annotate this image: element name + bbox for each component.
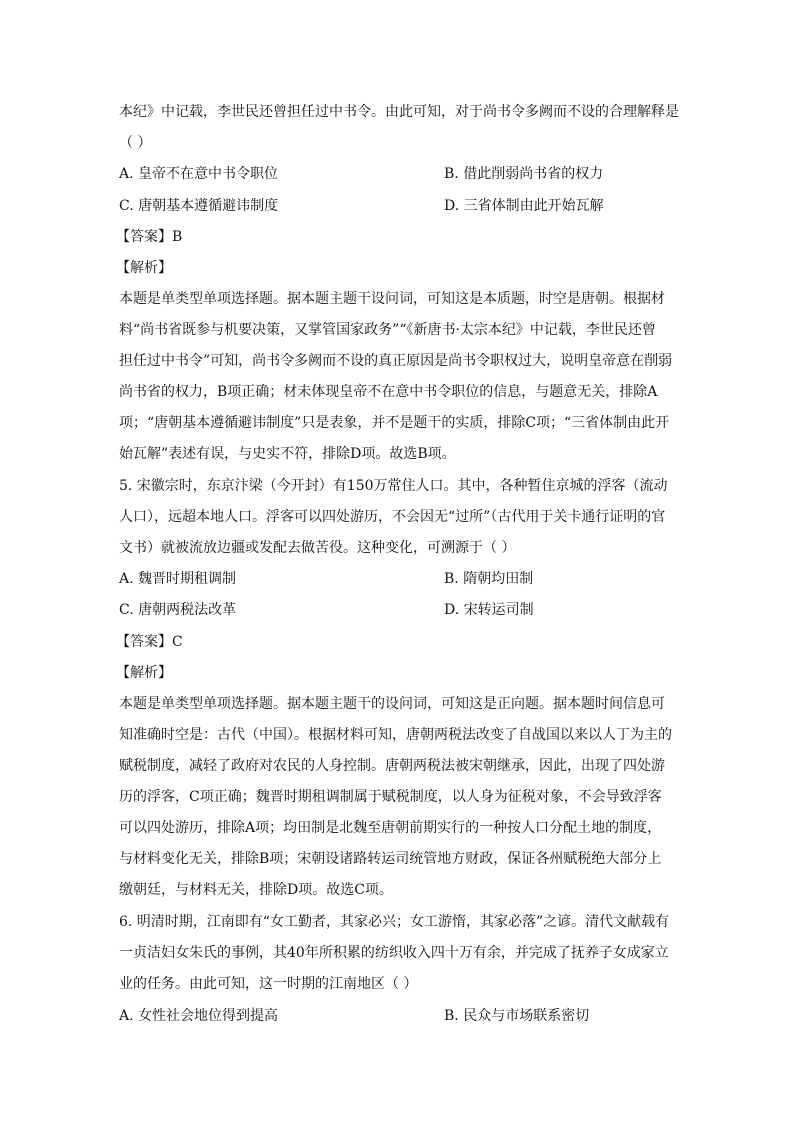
- q5-answer: 【答案】C: [116, 634, 183, 650]
- q5-analysis-line: 赋税制度，减轻了政府对农民的人身控制。唐朝两税法被宋朝继承，因此，出现了四处游: [119, 758, 665, 774]
- q4-analysis-line: 担任过中书令”可知，尚书令多阙而不设的真正原因是尚书令职权过大，说明皇帝意在削弱: [119, 353, 673, 369]
- q5-analysis-line: 历的浮客，C项正确；魏晋时期租调制属于赋税制度，以人身为征税对象，不会导致浮客: [119, 789, 662, 805]
- q5-analysis-line: 可以四处游历，排除A项；均田制是北魏至唐朝前期实行的一种按人口分配土地的制度，: [119, 820, 662, 836]
- q4-analysis-line: 料“尚书省既参与机要决策，又掌管国家政务”“《新唐书·太宗本纪》中记载，李世民还曾: [119, 322, 656, 338]
- q4-option-d: D. 三省体制由此开始瓦解: [444, 198, 604, 214]
- q5-option-c: C. 唐朝两税法改革: [119, 602, 237, 618]
- q5-analysis-line: 与材料变化无关，排除B项；宋朝设诸路转运司统管地方财政，保证各州赋税绝大部分上: [119, 851, 662, 867]
- q5-option-b: B. 隋朝均田制: [444, 571, 534, 587]
- q6-stem-line: 6. 明清时期，江南即有“女工勤者，其家必兴；女工游惰，其家必落”之谚。清代文献载有: [119, 914, 670, 930]
- q5-analysis-line: 本题是单类型单项选择题。据本题主题干的设问词，可知这是正向题。据本题时间信息可: [119, 696, 665, 712]
- q4-option-a: A. 皇帝不在意中书令职位: [119, 166, 279, 182]
- q6-stem-line: 业的任务。由此可知，这一时期的江南地区（ ）: [119, 976, 418, 992]
- q4-option-b: B. 借此削弱尚书省的权力: [444, 166, 604, 182]
- q4-analysis-label: 【解析】: [116, 260, 172, 276]
- q4-stem-line-1: 本纪》中记载，李世民还曾担任过中书令。由此可知，对于尚书令多阙而不设的合理解释是: [119, 104, 679, 120]
- q4-analysis-line: 本题是单类型单项选择题。据本题主题干设问词，可知这是本质题，时空是唐朝。根据材: [119, 291, 665, 307]
- q4-option-c: C. 唐朝基本遵循避讳制度: [119, 198, 279, 214]
- q5-option-a: A. 魏晋时期租调制: [119, 571, 237, 587]
- q5-analysis-label: 【解析】: [116, 665, 172, 681]
- q5-stem-line: 5. 宋徽宗时，东京汴梁（今开封）有150万常住人口。其中，各种暂住京城的浮客（流动: [119, 478, 668, 494]
- q5-analysis-line: 缴朝廷，与材料无关，排除D项。故选C项。: [119, 882, 393, 898]
- q5-analysis-line: 知准确时空是：古代（中国）。根据材料可知，唐朝两税法改变了自战国以来以人丁为主的: [119, 727, 672, 743]
- q4-analysis-line: 尚书省的权力，B项正确；材未体现皇帝不在意中书令职位的信息，与题意无关，排除A: [119, 384, 658, 400]
- q6-option-a: A. 女性社会地位得到提高: [119, 1008, 279, 1024]
- q4-stem-line-2: （ ）: [119, 135, 152, 151]
- q5-stem-line: 人口），远超本地人口。浮客可以四处游历，不会因无“过所”（古代用于关卡通行证明的官: [119, 509, 666, 525]
- q5-option-d: D. 宋转运司制: [444, 602, 534, 618]
- q4-answer: 【答案】B: [116, 229, 183, 245]
- q5-stem-line: 文书）就被流放边疆或发配去做苦役。这种变化，可溯源于（ ）: [119, 540, 516, 556]
- q4-analysis-line: 项；“唐朝基本遵循避讳制度”只是表象，并不是题干的实质，排除C项；“三省体制由此开: [119, 415, 670, 431]
- q6-stem-line: 一贞洁妇女朱氏的事例，其40年所积累的纺织收入四十万有余，并完成了抚养子女成家立: [119, 945, 669, 961]
- q4-analysis-line: 始瓦解”表述有误，与史实不符，排除D项。故选B项。: [119, 446, 456, 462]
- q6-option-b: B. 民众与市场联系密切: [444, 1008, 590, 1024]
